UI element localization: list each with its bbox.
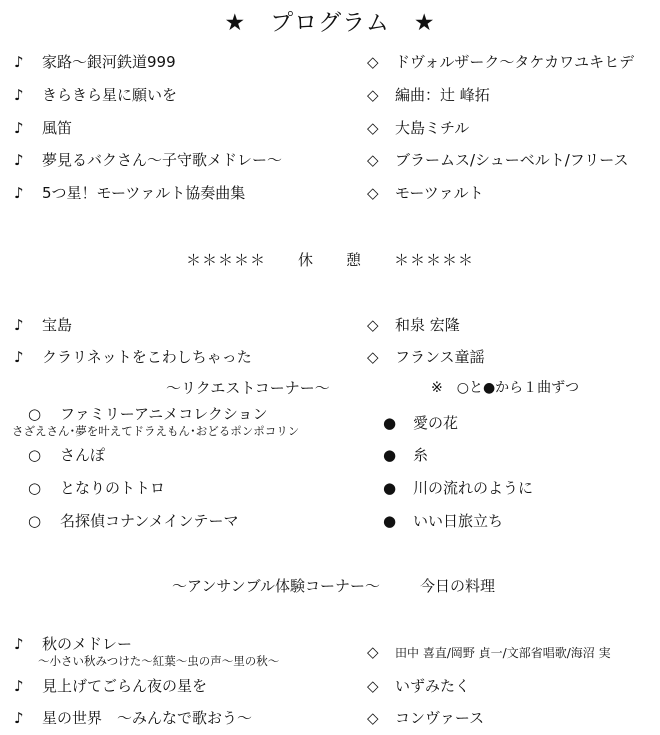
program-credit bbox=[367, 150, 628, 170]
song-title: 5つ星！モーツァルト協奏曲集 bbox=[42, 184, 246, 202]
request-option bbox=[383, 413, 458, 433]
request-option bbox=[28, 478, 165, 498]
music-note-icon: ♪ bbox=[14, 348, 24, 366]
program-credit bbox=[367, 315, 460, 335]
diamond-icon: ◇ bbox=[367, 53, 379, 71]
song-title: 家路～銀河鉄道999 bbox=[42, 53, 176, 71]
composer: 田中 喜直/岡野 貞一/文部省唱歌/海沼 実 bbox=[395, 646, 611, 660]
song-title: ファミリーアニメコレクション bbox=[60, 405, 268, 423]
song-title: 名探偵コナンメインテーマ bbox=[60, 512, 239, 530]
diamond-icon: ◇ bbox=[367, 643, 379, 661]
song-title: 糸 bbox=[413, 446, 429, 464]
song-title: 川の流れのように bbox=[413, 479, 534, 497]
program-item bbox=[14, 118, 72, 138]
music-note-icon: ♪ bbox=[14, 635, 24, 653]
song-title: クラリネットをこわしちゃった bbox=[42, 348, 252, 366]
song-title: いい日旅立ち bbox=[413, 512, 504, 530]
program-credit bbox=[367, 183, 484, 203]
ensemble-heading: ～アンサンブル体験コーナー～ bbox=[172, 577, 381, 595]
program-item bbox=[14, 634, 132, 654]
diamond-icon: ◇ bbox=[367, 86, 379, 104]
song-title: 秋のメドレー bbox=[42, 635, 133, 653]
request-option bbox=[28, 445, 105, 465]
song-title: 見上げてごらん夜の星を bbox=[42, 677, 208, 695]
program-credit bbox=[367, 642, 611, 663]
request-heading: ～リクエストコーナー～ bbox=[166, 379, 330, 397]
diamond-icon: ◇ bbox=[367, 316, 379, 334]
ensemble-dish: 今日の料理 bbox=[420, 577, 496, 595]
program-item bbox=[14, 315, 72, 335]
intermission-word: 休 bbox=[297, 251, 314, 269]
diamond-icon: ◇ bbox=[367, 677, 379, 695]
circle-icon: ○ bbox=[28, 446, 42, 464]
song-title: さんぽ bbox=[60, 446, 106, 464]
composer: 編曲：辻 峰拓 bbox=[395, 86, 490, 104]
composer: フランス童謡 bbox=[395, 348, 485, 366]
stars-right: ＊＊＊＊＊ bbox=[394, 251, 475, 269]
circle-icon: ○ bbox=[28, 512, 42, 530]
program-credit bbox=[367, 676, 470, 696]
program-item bbox=[14, 85, 177, 105]
request-option bbox=[383, 511, 503, 531]
song-title: 愛の花 bbox=[413, 414, 459, 432]
composer: 和泉 宏隆 bbox=[395, 316, 460, 334]
request-option bbox=[28, 511, 239, 531]
composer: コンヴァース bbox=[395, 709, 485, 727]
song-title: 夢見るバクさん～子守歌メドレー～ bbox=[42, 151, 283, 169]
song-title: 宝島 bbox=[42, 316, 73, 334]
song-title: となりのトトロ bbox=[60, 479, 166, 497]
program-item bbox=[14, 676, 207, 696]
intermission-word: 憩 bbox=[346, 251, 363, 269]
song-subtitle: さざえさん･夢を叶えてドラえもん･おどるポンポコリン bbox=[12, 424, 300, 438]
filled-circle-icon: ● bbox=[383, 446, 397, 464]
music-note-icon: ♪ bbox=[14, 677, 24, 695]
program-item bbox=[14, 183, 245, 203]
composer: いずみたく bbox=[395, 677, 471, 695]
diamond-icon: ◇ bbox=[367, 348, 379, 366]
diamond-icon: ◇ bbox=[367, 184, 379, 202]
diamond-icon: ◇ bbox=[367, 709, 379, 727]
song-title: 星の世界 ～みんなで歌おう～ bbox=[42, 709, 253, 727]
request-option bbox=[28, 404, 268, 424]
intermission-line bbox=[0, 249, 660, 270]
program-item bbox=[14, 52, 176, 72]
song-title: きらきら星に願いを bbox=[42, 86, 178, 104]
filled-circle-icon: ● bbox=[383, 512, 397, 530]
circle-icon: ○ bbox=[28, 479, 42, 497]
music-note-icon: ♪ bbox=[14, 53, 24, 71]
composer: 大島ミチル bbox=[395, 119, 470, 137]
program-credit bbox=[367, 52, 634, 72]
program-credit bbox=[367, 85, 490, 105]
music-note-icon: ♪ bbox=[14, 86, 24, 104]
filled-circle-icon: ● bbox=[383, 479, 397, 497]
music-note-icon: ♪ bbox=[14, 119, 24, 137]
program-item bbox=[14, 150, 282, 170]
music-note-icon: ♪ bbox=[14, 316, 24, 334]
program-credit bbox=[367, 708, 484, 728]
request-option bbox=[383, 478, 533, 498]
song-subtitle: ～小さい秋みつけた～紅葉～虫の声～里の秋～ bbox=[38, 654, 280, 668]
music-note-icon: ♪ bbox=[14, 709, 24, 727]
music-note-icon: ♪ bbox=[14, 151, 24, 169]
program-item bbox=[14, 708, 252, 728]
composer: モーツァルト bbox=[395, 184, 484, 202]
filled-circle-icon: ● bbox=[383, 414, 397, 432]
request-option bbox=[383, 445, 428, 465]
program-credit bbox=[367, 118, 469, 138]
composer: ドヴォルザーク～タケカワユキヒデ bbox=[395, 53, 635, 71]
request-note: ※ ○と●から１曲ずつ bbox=[431, 380, 580, 396]
music-note-icon: ♪ bbox=[14, 184, 24, 202]
stars-left: ＊＊＊＊＊ bbox=[185, 251, 266, 269]
diamond-icon: ◇ bbox=[367, 119, 379, 137]
diamond-icon: ◇ bbox=[367, 151, 379, 169]
program-credit bbox=[367, 347, 485, 367]
page-title: ★ プログラム ★ bbox=[224, 10, 436, 36]
composer: ブラームス/シューベルト/フリース bbox=[395, 151, 629, 169]
circle-icon: ○ bbox=[28, 405, 42, 423]
song-title: 風笛 bbox=[42, 119, 73, 137]
program-item bbox=[14, 347, 252, 367]
